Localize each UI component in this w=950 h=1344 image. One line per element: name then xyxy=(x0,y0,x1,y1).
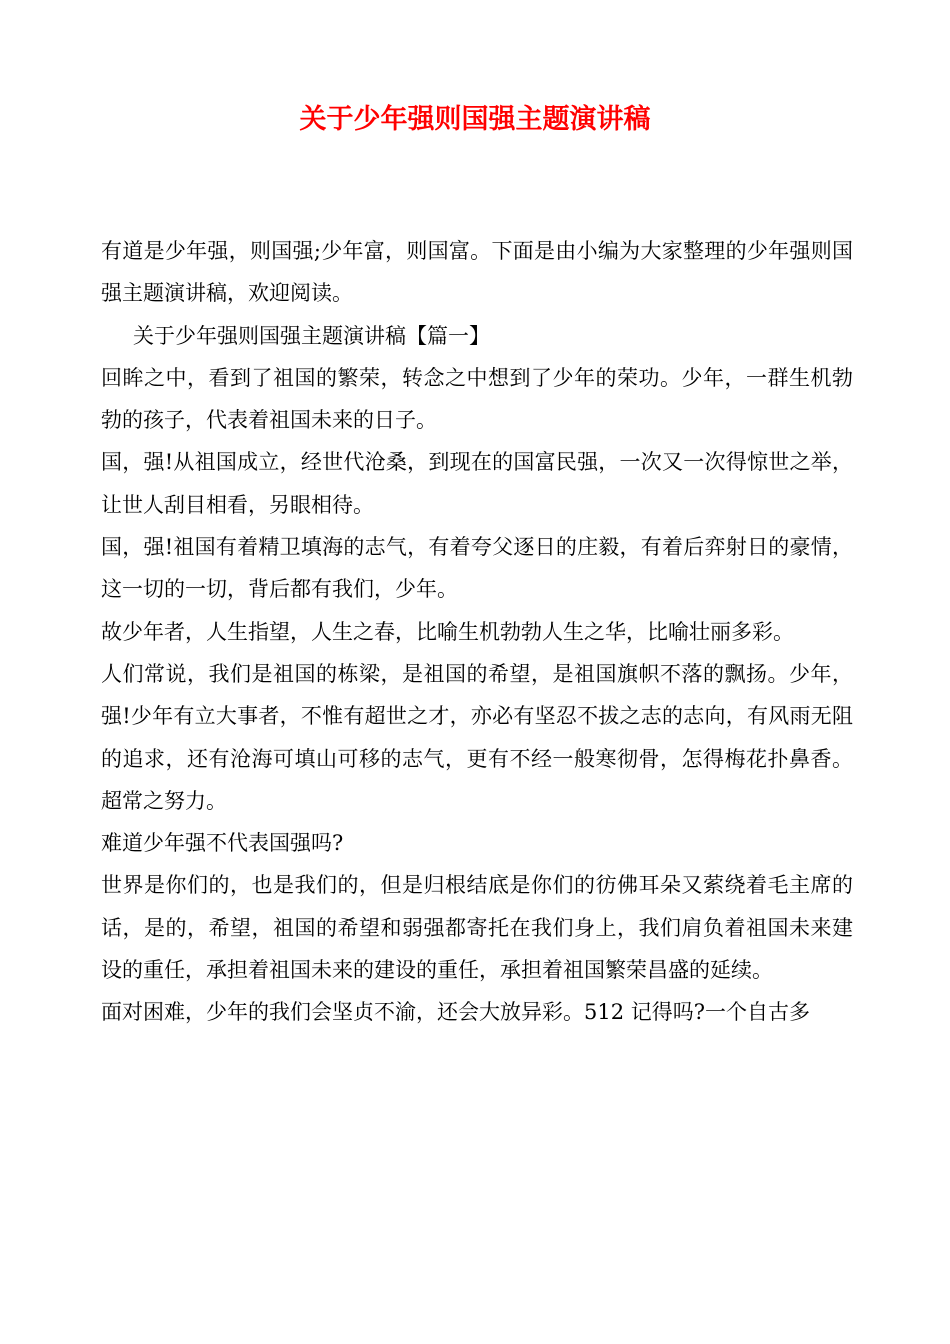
body-paragraph: 国，强!祖国有着精卫填海的志气，有着夸父逐日的庄毅，有着后弈射日的豪情，这一切的一切，背后都有我们，少年。 xyxy=(101,535,853,602)
document-title: 关于少年强则国强主题演讲稿 xyxy=(299,104,651,135)
body-paragraph: 世界是你们的，也是我们的，但是归根结底是你们的彷佛耳朵又萦绕着毛主席的话，是的，希望，祖国的希望和弱强都寄托在我们身上，我们肩负着祖国未来建设的重任，承担着祖国未来的建设的重任，承担着祖国繁荣昌盛的延续。 xyxy=(101,873,853,983)
intro-paragraph: 有道是少年强，则国强;少年富，则国富。下面是由小编为大家整理的少年强则国强主题演讲稿，欢迎阅读。 xyxy=(101,239,853,306)
document-body xyxy=(101,230,853,1034)
section-heading: 关于少年强则国强主题演讲稿【篇一】 xyxy=(133,323,490,348)
body-paragraph: 难道少年强不代表国强吗? xyxy=(101,831,344,856)
body-paragraph: 故少年者，人生指望，人生之春，比喻生机勃勃人生之华，比喻壮丽多彩。 xyxy=(101,619,794,644)
body-paragraph: 面对困难，少年的我们会坚贞不渝，还会大放异彩。512 记得吗?一个自古多 xyxy=(101,1000,811,1025)
body-paragraph: 人们常说，我们是祖国的栋梁，是祖国的希望，是祖国旗帜不落的飘扬。少年，强!少年有立大事者，不惟有超世之才，亦必有坚忍不拔之志的志向，有风雨无阻的追求，还有沧海可填山可移的志气，更有不经一般寒彻骨，怎得梅花扑鼻香。超常之努力。 xyxy=(101,661,853,813)
body-paragraph: 国，强!从祖国成立，经世代沧桑，到现在的国富民强，一次又一次得惊世之举，让世人刮目相看，另眼相待。 xyxy=(101,450,853,517)
body-paragraph: 回眸之中，看到了祖国的繁荣，转念之中想到了少年的荣功。少年，一群生机勃勃的孩子，代表着祖国未来的日子。 xyxy=(101,365,853,433)
